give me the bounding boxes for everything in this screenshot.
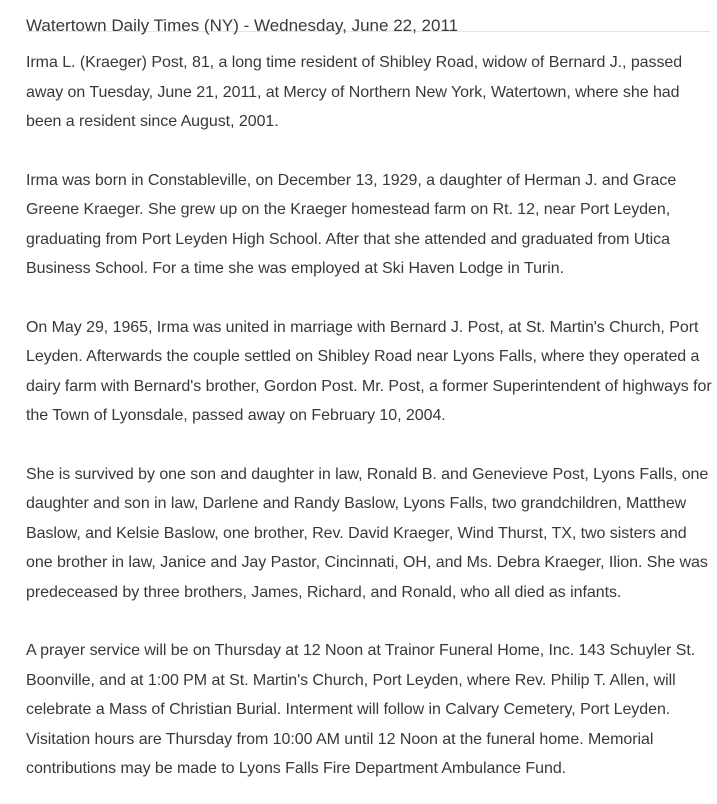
paragraph-2: Irma was born in Constableville, on December 13, 1929, a daughter of Herman J. and Grace Greene Kraeger. She grew up on the Kraeger homestead farm on Rt. 12, near Port Leyden, graduating from Port Leyden High School. After that she attended and graduated from Utica Business School. For a time she was employed at Ski Haven Lodge in Turin. [26, 171, 677, 277]
paragraph-3: On May 29, 1965, Irma was united in marriage with Bernard J. Post, at St. Martin's Church, Port Leyden. Afterwards the couple settled on Shibley Road near Lyons Falls, where they operated a dairy farm with Bernard's brother, Gordon Post. Mr. Post, a former Superintendent of highways for the Town of Lyonsdale, passed away on February 10, 2004. [26, 318, 712, 424]
paragraph-5: A prayer service will be on Thursday at 12 Noon at Trainor Funeral Home, Inc. 143 Schuyler St. Boonville, and at 1:00 PM at St. Martin's Church, Port Leyden, where Rev. Philip T. Allen, will celebrate a Mass of Christian Burial. Interment will follow in Calvary Cemetery, Port Leyden. Visitation hours are Thursday from 10:00 AM until 12 Noon at the funeral home. Memorial contributions may be made to Lyons Falls Fire Department Ambulance Fund. [26, 642, 696, 777]
paragraph-1: Irma L. (Kraeger) Post, 81, a long time resident of Shibley Road, widow of Bernard J., passed away on Tuesday, June 21, 2011, at Mercy of Northern New York, Watertown, where she had been a resident since August, 2001. [26, 54, 683, 130]
article-body [26, 48, 714, 784]
source-header: Watertown Daily Times (NY) - Wednesday, June 22, 2011 [26, 0, 710, 32]
paragraph-4: She is survived by one son and daughter in law, Ronald B. and Genevieve Post, Lyons Falls, one daughter and son in law, Darlene and Randy Baslow, Lyons Falls, two grandchildren, Matthew Baslow, and Kelsie Baslow, one brother, Rev. David Kraeger, Wind Thurst, TX, two sisters and one brother in law, Janice and Jay Pastor, Cincinnati, OH, and Ms. Debra Kraeger, Ilion. She was predeceased by three brothers, James, Richard, and Ronald, who all died as infants. [26, 465, 709, 601]
